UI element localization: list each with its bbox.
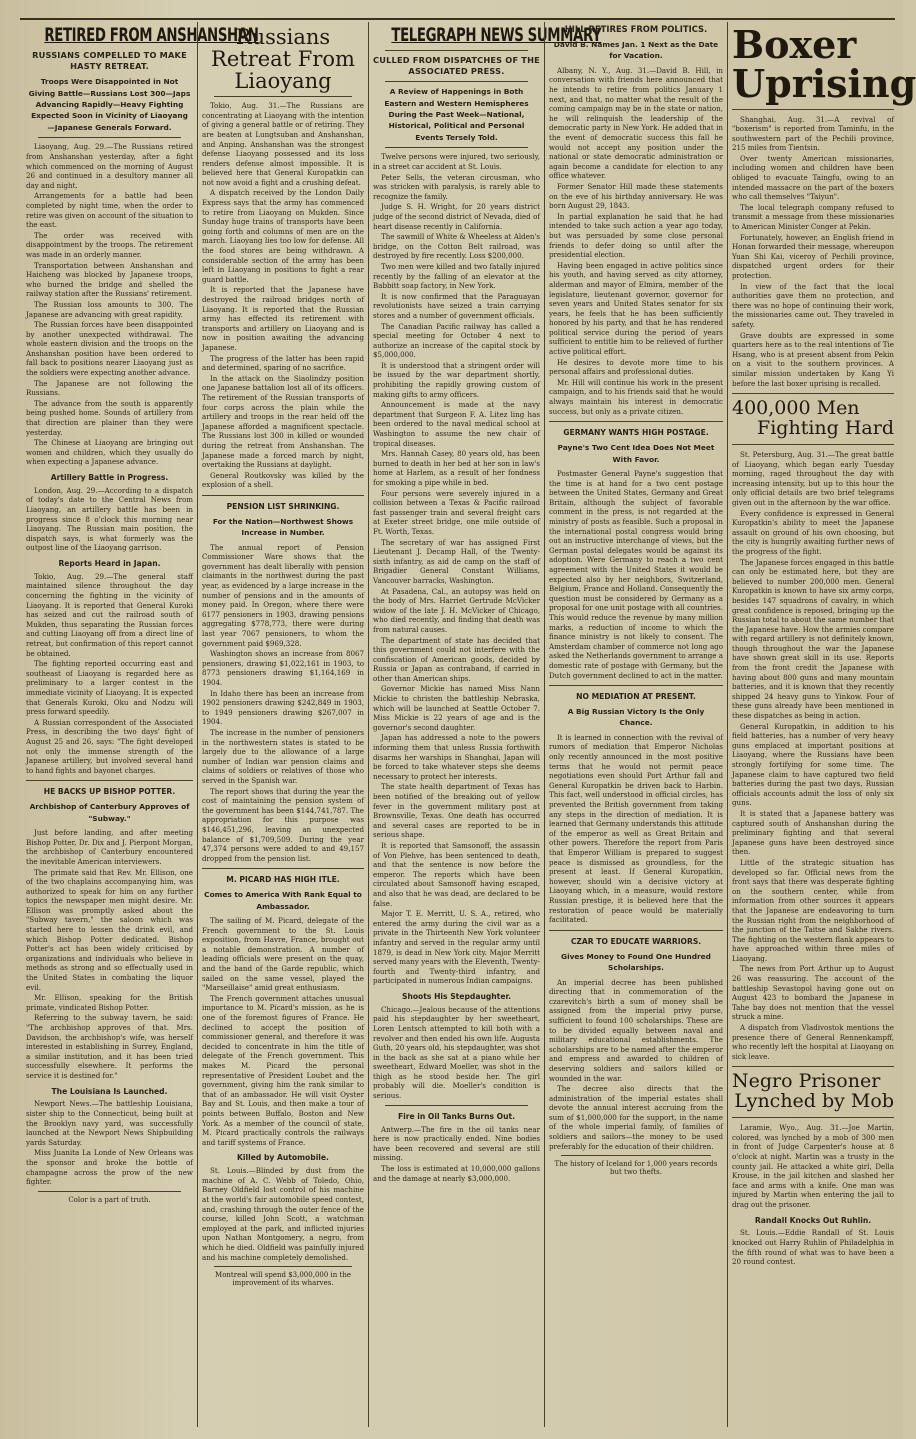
paragraph: Announcement is made at the navy department that Surgeon F. A. Litez ling has been ordered to the naval medical school at Washington to assume the new chair of tropical diseases.: [373, 400, 540, 448]
paragraph: In view of the fact that the local authorities gave them no protection, and there was no hope of continuing their work, the missionaries came out. They traveled in safety.: [732, 281, 894, 329]
headline-line: Uprising: [732, 60, 916, 106]
deck: A Review of Happenings in Both Eastern and Western Hemispheres During the Past Week—National, Historical, Political and Personal Events Tersely Told.: [384, 87, 529, 142]
paragraph: Mrs. Hannah Casey, 80 years old, has been burned to death in her bed at her son in law's home at Harlem, as a result of her fondness for smoking a pipe while in bed.: [373, 449, 540, 487]
paragraph: Liaoyang, Aug. 29.—The Russians retired from Anshanshan yesterday, after a fight which commenced on the morning of August 26 and continued in a desultory manner all day and night.: [26, 142, 193, 190]
paragraph: It is stated that a Japanese battery was captured south of Anshanshan during the preliminary fighting and that several Japanese guns have been destroyed since then.: [732, 808, 894, 857]
paragraph: It is reported that Samsonoff, the assassin of Von Plehve, has been sentenced to death, and that the sentence is now before the emperor. The reports which have been circulated about Samsonoff having escaped, and also that he was dead, are declared to be false.: [373, 840, 540, 908]
paragraph: General Kuropatkin, in addition to his field batteries, has a number of very heavy guns emplaced at important positions at Liaoyang, where the Russians have been strongly fortifying for some time. The Japanese claim to have captured two field batteries during the past two days, Russian officials accounts admit the loss of only six guns.: [732, 721, 894, 808]
column-1: [22, 22, 259, 1427]
paragraph: Governor Mickie has named Miss Nann Mickie to christen the battleship Nebraska, which will be launched at Seattle October 7. Miss Mickie is 22 years of age and is the governor's second daughter.: [373, 684, 540, 732]
paragraph: It is understood that a stringent order will be issued by the war department shortly, prohibiting the rapidly growing custom of making gifts to army officers.: [373, 360, 540, 399]
article-body: [732, 1123, 894, 1209]
subheading: Artillery Battle in Progress.: [50, 473, 169, 482]
subhead: RUSSIANS COMPELLED TO MAKE HASTY RETREAT.: [32, 49, 187, 71]
headline-line: Lynched by Mob: [734, 1090, 894, 1113]
headline-line: Boxer: [732, 22, 857, 67]
paragraph: The report shows that during the year the cost of maintaining the pension system of the government has been $144,741,787. The appropriation for this purpose was $146,451,296, leaving an unexpected balance of $1,709,509. During the year 47,374 persons were added to and 49,157 dropped from the pension list.: [202, 786, 364, 863]
subheading: Killed by Automobile.: [237, 1153, 329, 1163]
paragraph: St. Louis.—Eddie Randall of St. Louis knocked out Harry Ruhlin of Philadelphia in the fifth round of what was to have been a 20 round contest.: [732, 1228, 894, 1267]
paragraph: The Russian forces have been disappointed by another unexpected withdrawal. The whole eastern division and the troops on the Anshanshan position have been ordered to fall back to positions nearer Liaoyang just as the soldiers were expecting another advance.: [26, 320, 193, 378]
paragraph: The local telegraph company refused to transmit a message from these missionaries to American Minister Conger at Pekin.: [732, 202, 894, 232]
headline-backs-up-bishop-potter: HE BACKS UP BISHOP POTTER.: [43, 787, 176, 797]
divider: [385, 1105, 528, 1106]
paragraph: Former Senator Hill made these statements on the eve of his birthday anniversary. He was born August 29, 1843.: [549, 181, 723, 211]
filler-line: Color is a part of truth.: [68, 1195, 151, 1204]
divider: [732, 109, 894, 110]
subheading: Shoots His Stepdaughter.: [401, 991, 512, 1001]
paragraph: Having been engaged in active politics since his youth, and having served as city attorney, alderman and mayor of Elmira, member of the legislature, lieutenant governor, governor for seven years and United States senator for six years, he feels that he has been sufficiently honored by his party, and that he has rendered political service during the period of years sufficient to entitle him to be relieved of further active political effort.: [549, 260, 723, 357]
article-body: [549, 469, 723, 680]
paragraph: Over twenty American missionaries, including women and children have been obliged to evacuate Taingfu, owing to an intended massacre on the part of the boxers who call themselves "Taiyun".: [732, 153, 894, 202]
paragraph: The fighting reported occurring east and southeast of Liaoyang is regarded here as preliminary to a larger contest in the immediate vicinity of Liaoyang. It is expected that Generals Kuroki, Oku and Nodzu will press forward speedily.: [26, 659, 193, 717]
headline-negro-prisoner: [732, 1072, 894, 1112]
paragraph: Grave doubts are expressed in some quarters here as to the real intentions of Tie Hsang, who is at present absent from Pekin on a visit to the southern provinces. A similar mission undertaken by Kang Yi before the last boxer uprising is recalled.: [732, 330, 894, 388]
article-body: [202, 543, 364, 864]
filler-line: Montreal will spend $3,000,000 in the improvement of its wharves.: [215, 1271, 351, 1288]
paragraph: Two men were killed and two fatally injured recently by the falling of an elevator at the Babbitt soap factory, in New York.: [373, 261, 540, 291]
headline-russians-retreat: Russians Retreat From Liaoyang: [211, 25, 355, 94]
deck: David B. Names Jan. 1 Next as the Date for Vacation.: [553, 39, 719, 61]
paragraph: The news from Port Arthur up to August 26 was reassuring. The account of the battleship Sevastopol having gone out on August 423 to bombard the Japanese in Tahe bay does not mention that the vessel struck a mine.: [732, 964, 894, 1022]
article-body: [732, 450, 894, 1061]
article-body: [26, 486, 193, 553]
divider: [202, 868, 364, 869]
headline-czar-warriors: CZAR TO EDUCATE WARRIORS.: [570, 936, 702, 946]
article-body: [373, 1005, 540, 1101]
paragraph: It is learned in connection with the revival of rumors of mediation that Emperor Nicholas only recently announced in the most positive terms that he would not permit peace negotiations even should Port Arthur fall and General Kuropatkin be driven back to Harbin. This fact, well understood in official circles, has prevented the British government from taking any steps in the direction of mediation. It is learned that Germany understands this attitude of the emperor as well as Great Britain and other powers. Therefore the report from Paris that Emperor William is prepared to suggest peace is dismissed as groundless, for the present at least. If General Kuropatkin, however, should win a decisive victory at Liaoyang which, in a measure, would restore Russian prestige, it is believed here that the restoration of peace would be materially facilitated.: [549, 732, 723, 925]
paragraph: The annual report of Pension Commissioner Ware shows that the government has dealt liberally with pension claimants in the northwest during the past year, as evidenced by a large increase in the number of pensions and in the amounts of money paid. In Oregon, where there were 6177 pensioners in 1903, drawing pensions aggregating $778,773, there were during last year 7067 pensioners, to whom the government paid $969,328.: [202, 542, 364, 648]
paragraph: Four persons were severely injured in a collision between a Texas & Pacific railroad fast passenger train and several freight cars at Exeter street bridge, one mile outside of Ft. Worth, Texas.: [373, 488, 540, 536]
deck: Archbishop of Canterbury Approves of "Subway.": [29, 802, 190, 823]
paragraph: Albany, N. Y., Aug. 31.—David B. Hill, in conversation with friends here announced that he intends to retire from politics January 1 next, and that, no matter what the result of the coming campaign may be in the state or nation, he will relinquish the leadership of the democratic party in New York. He added that in the event of democratic success this fall he would not accept any position under the national or state democratic administration or again become a candidate for election to any office whatever.: [549, 65, 723, 181]
paragraph: The progress of the latter has been rapid and determined, sparing of no sacrifice.: [202, 353, 364, 373]
paragraph: The sailing of M. Picard, delegate of the French government to the St. Louis exposition, from Havre, France, brought out a notable demonstration. A number of leading officials were present on the quay, and the band of the Garde republic, which sailed on the same vessel, played the "Marseillaise" amid great enthusiasm.: [202, 916, 364, 993]
paragraph: St. Louis.—Blinded by dust from the machine of A. C. Webb of Toledo, Ohio, Barney Oldfield lost control of his machine at the world's fair automobile speed contest, and, crashing through the outer fence of the course, killed John Scott, a watchman employed at the park, and inflicted injuries upon Nathan Montgomery, a negro, from which he died. Oldfield was painfully injured and his machine completely demolished.: [202, 1166, 364, 1262]
divider: [732, 444, 894, 445]
paragraph: A dispatch received by the London Daily Express says that the army has commenced to retire from Liaoyang on Mukden. Since Sunday huge trains of transports have been going forth and columns of men are on the march. Liaoyang lies too low for defense. All the food stores are being withdrawn. A considerable section of the army has been left in Liaoyang in positions to fight a rear guard battle.: [202, 188, 364, 284]
paragraph: Referring to the subway tavern, he said: "The archbishop approves of that. Mrs. Davidson, the archbishop's wife, was herself interested in establishing in Surrey, England, a similar institution, and it has been tried successfully elsewhere. It performs the service it is destined for.": [26, 1013, 193, 1080]
headline-400000-men: [732, 399, 894, 439]
article-body: [26, 572, 193, 775]
divider: [561, 1155, 711, 1156]
column-3: [369, 22, 602, 1427]
divider: [214, 96, 352, 97]
divider: [38, 1191, 181, 1192]
article-body: [202, 101, 364, 490]
paragraph: The state health department of Texas has been notified of the breaking out of yellow fever in the government military post at Brownsville, Texas. One death has occurred and several cases are reported to be in serious shape.: [373, 782, 540, 840]
paragraph: It is now confirmed that the Paraguayan revolutionists have seized a train carrying stores and a number of government officials.: [373, 291, 540, 320]
subheading: Randall Knocks Out Ruhlin.: [754, 1215, 872, 1225]
paragraph: The Japanese are not following the Russians.: [26, 378, 193, 398]
divider: [385, 50, 528, 51]
paragraph: It is reported that the Japanese have destroyed the railroad bridges north of Liaoyang. It is reported that the Russian army has effected its retirement with transports and artillery on Liaoyang and is now in position awaiting the advancing Japanese.: [202, 285, 364, 352]
article-body: [549, 733, 723, 925]
paragraph: Transportation between Anshanshan and Haicheng was blocked by Japanese troops, who burned the bridge and shelled the railway station after the Russians' retirement.: [26, 260, 193, 299]
subheading: Fire in Oil Tanks Burns Out.: [397, 1111, 516, 1121]
headline-no-mediation: NO MEDIATION AT PRESENT.: [576, 692, 696, 702]
article-body: [732, 1228, 894, 1266]
headline-retired-from-anshanshan: RETIRED FROM ANSHANSHAN: [44, 24, 259, 46]
headline-pension-list: PENSION LIST SHRINKING.: [226, 501, 340, 511]
paragraph: St. Petersburg, Aug. 31.—The great battle of Liaoyang, which began early Tuesday morning, raged throughout the day with increasing intensity, but up to this hour the only official details are two brief telegrams given out in the afternoon by the war office.: [732, 450, 894, 507]
divider: [202, 495, 364, 496]
paragraph: The department of state has decided that this government could not interfere with the confiscation of American goods, decided by Russia or Japan as contraband, if carried in other than American ships.: [373, 635, 540, 683]
paragraph: Miss Juanita La Londe of New Orleans was the sponsor and broke the bottle of champagne across the prow of the new fighter.: [26, 1148, 193, 1187]
column-4: [545, 22, 727, 1427]
paragraph: The primate said that Rev. Mr. Ellison, one of the two chaplains accompanying him, was authorized to speak for him on any further topics the newspaper men might desire. Mr. Ellison was promptly asked about the "Subway tavern," the saloon which was started here to lessen the drink evil, and which Bishop Potter dedicated. Bishop Potter's act has been widely criticised by organizations and individuals who believe in methods as strong and so effectually used in the United States in combating the liquor evil.: [26, 867, 193, 992]
paragraph: Washington shows an increase from 8067 pensioners, drawing $1,022,161 in 1903, to 8773 pensioners drawing $1,164,169 in 1904.: [202, 649, 364, 687]
article-body: [549, 978, 723, 1152]
paragraph: The Russian loss amounts to 300. The Japanese are advancing with great rapidity.: [26, 299, 193, 319]
divider: [38, 137, 181, 138]
divider: [549, 685, 723, 686]
paragraph: Fortunately, however, an English friend in Honan forwarded their message, whereupon Yuan Shi Kai, viceroy of Pechili province, dispatched urgent orders for their protection.: [732, 232, 894, 280]
divider: [732, 1066, 894, 1067]
paragraph: An imperial decree has been published directing that in commemoration of the czarevitch's birth a sum of money shall be assigned from the imperial privy purse, sufficient to found 100 scholarships. These are to be divided equally between naval and military educational establishments. The scholarships are to be named after the emperor and empress and awarded to children of deserving soldiers and sailors killed or wounded in the war.: [549, 977, 723, 1083]
headline-line: 400,000 Men: [732, 397, 860, 420]
headline-hill-retires: HILL RETIRES FROM POLITICS.: [564, 24, 708, 34]
column-2: [198, 22, 368, 1427]
top-rule: [20, 18, 895, 20]
deck: Gives Money to Found One Hundred Scholarships.: [561, 951, 711, 973]
paragraph: Arrangements for a battle had been completed by night time, when the order to retire was given on account of the situation to the east.: [26, 191, 193, 230]
paragraph: Newport News.—The battleship Louisiana, sister ship to the Connecticut, being built at the Brooklyn navy yard, was successfully launched at the Newport News Shipbuilding yards Saturday.: [26, 1099, 193, 1147]
paragraph: Judge S. H. Wright, for 20 years district judge of the second district of Nevada, died of heart disease recently in California.: [373, 202, 540, 231]
paragraph: The loss is estimated at 10,000,000 gallons and the damage at nearly $3,000,000.: [373, 1163, 540, 1183]
divider: [385, 81, 528, 82]
article-body: [26, 1099, 193, 1186]
headline-line: Negro Prisoner: [732, 1070, 881, 1093]
article-body: [732, 115, 894, 389]
paragraph: Laramie, Wyo., Aug. 31.—Joe Martin, colored, was lynched by a mob of 300 men in front of Judge Carpenter's house at 8 o'clock at night. Martin was a trusty in the county jail. He attacked a white girl, Della Krouse, in the jail kitchen and slashed her face and arms with a knife. One man was injured by Martin when entering the jail to drag out the prisoner.: [732, 1123, 894, 1210]
divider: [549, 930, 723, 931]
paragraph: The increase in the number of pensioners in the northwestern states is stated to be largely due to the allowance of a large number of Indian war pension claims and claims of soldiers or relatives of those who served in the Spanish war.: [202, 727, 364, 785]
divider: [385, 147, 528, 148]
deck: A Big Russian Victory Is the Only Chance.: [567, 706, 705, 728]
paragraph: The advance from the south is apparently being pushed home. Sounds of artillery from that direction are plainer than they were yesterday.: [26, 398, 193, 437]
paragraph: The Japanese forces engaged in this battle can only be estimated here, but they are believed to number 200,000 men. General Kuropatkin is known to have six army corps, besides 147 squadrons of cavalry, in which great confidence is reposed, bringing up the Russian total to about the same number that the Japanese have. How the armies compare with regard artillery is not definitely known, though throughout the war the Japanese have shown great skill in its use. Reports from the front credit the Japanese with having about 800 guns and many mountain batteries, and it is known that they recently shipped 24 heavy guns to Yinkow. Four of these guns already have been mentioned in these dispatches as being in action.: [732, 557, 894, 721]
headline-line: Fighting Hard: [757, 417, 894, 440]
column-5: [728, 22, 916, 1427]
paragraph: The French government attaches unusual importance to M. Picard's mission, as he is one of the foremost figures of France. He declined to accept the position of commissioner general, and therefore it was decided to concentrate in him the title of delegate of the French government. This makes M. Picard the personal representative of President Loubet and the government, giving him the rank similar to that of an ambassador. He will visit Oyster Bay and St. Louis, and then make a tour of points between Buffalo, Boston and New York. As a member of the council of state, M. Picard practically controls the railways and tariff systems of France.: [202, 993, 364, 1147]
paragraph: General Routkovsky was killed by the explosion of a shell.: [202, 470, 364, 490]
divider: [732, 393, 894, 394]
subheading: Reports Heard in Japan.: [58, 559, 161, 569]
paragraph: Postmaster General Payne's suggestion that the time is at hand for a two cent postage between the United States, Germany and Great Britain, although the subject of favorable comment in the press, is not regarded at the ministry of posts as feasible. Such a proposal in the international postal congress would bring out an instructive interchange of views, but the German postal delegates would be against its adoption. Were Germany to reach a two cent agreement with the United States it would be expected also by her neighbors, Switzerland, Belgium, France and Holland. Consequently the question must be considered by Germany as a proposal for one unit postage with all countries. This would reduce the revenue by many million marks, a reduction of income to which the finance ministry is not likely to consent. The Amsterdam chamber of commerce not long ago asked the Netherlands government to arrange a domestic rate of postage with Germany, but the Dutch government declined to act in the matter.: [549, 469, 723, 680]
paragraph: Chicago.—Jealous because of the attentions paid his stepdaughter by her sweetheart, Loren Lentsch attempted to kill both with a revolver and then ended his own life. Augusta Guth, 20 years old, his stepdaughter, was shot in the back as she sat at a piano while her sweetheart, Edward Moeller, was shot in the thigh as he stood beside her. The girl probably will die. Moeller's condition is serious.: [373, 1004, 540, 1101]
paragraph: He desires to devote more time to his personal affairs and professional duties.: [549, 357, 723, 377]
paragraph: The order was received with disappointment by the troops. The retirement was made in an orderly manner.: [26, 230, 193, 259]
paragraph: The secretary of war has assigned First Lieutenant J. Decamp Hall, of the Twenty-sixth infantry, as aid de camp on the staff of Brigadier General Constant Williams, Vancouver barracks, Washington.: [373, 537, 540, 585]
article-body: [549, 66, 723, 416]
paragraph: Antwerp.—The fire in the oil tanks near here is now practically ended. Nine bodies have been recovered and several are still missing.: [373, 1124, 540, 1163]
paragraph: The sawmill of White & Wheeless at Alden's bridge, on the Cotton Belt railroad, was destroyed by fire recently. Loss $200,000.: [373, 232, 540, 261]
paragraph: London, Aug. 29.—According to a dispatch of today's date to the Central News from Liaoyang, an artillery battle has been in progress since 8 o'clock this morning near Liaoyang. The Russian main position, the dispatch says, is what formerly was the outpost line of the Liaoyang garrison.: [26, 485, 193, 553]
deck: Troops Were Disappointed in Not Giving Battle—Russians Lost 300—Japs Advancing Rapidly—Heavy Fighting Expected Soon in Vicinity of Liaoyang—Japanese Generals Forward.: [28, 77, 191, 132]
headline-m-picard: M. PICARD HAS HIGH ITLE.: [226, 875, 340, 885]
deck: Comes to America With Rank Equal to Ambassador.: [204, 890, 362, 911]
paragraph: Tokio, Aug. 29.—The general staff maintained silence throughout the day concerning the fighting in the vicinity of Liaoyang. It is reported that General Kuroki has seized and cut the railroad south of Mukden, thus separating the Russian forces and cutting Liaoyang off from a direct line of retreat, but confirmation of this report cannot be obtained.: [26, 571, 193, 658]
headline-boxer-uprising: [732, 22, 916, 106]
article-body: [202, 916, 364, 1147]
paragraph: Shanghai, Aug. 31.—A revival of "boxerism" is reported from Taminfu, in the southwestern part of the Pechili province, 215 miles from Tientsin.: [732, 114, 894, 153]
article-body: [373, 152, 540, 985]
paragraph: Little of the strategic situation has developed so far. Official news from the front says that there was desperate fighting on the southern center, while from information from other sources it appears that the Japanese are endeavoring to turn the Russian right from the neighborhood of the junction of the Taitse and Sakhe rivers. The fighting on the western flank appears to have approached within three miles of Liaoyang.: [732, 857, 894, 963]
divider: [26, 780, 193, 781]
paragraph: Japan has addressed a note to the powers informing them that unless Russia forthwith disarms her warships in Shanghai, Japan will be forced to take whatever steps she deems necessary to protect her interests.: [373, 733, 540, 781]
deck: For the Nation—Northwest Shows Increase in Number.: [212, 516, 354, 538]
paragraph: Every confidence is expressed in General Kuropatkin's ability to meet the Japanese assault on ground of his own choosing, but the city is hungrily awaiting further news of the progress of the fight.: [732, 508, 894, 556]
headline-germany-postage: GERMANY WANTS HIGH POSTAGE.: [563, 428, 709, 438]
paragraph: Twelve persons were injured, two seriously, in a street car accident at St. Louis.: [373, 152, 540, 171]
article-body: [373, 1125, 540, 1184]
divider: [214, 1266, 352, 1267]
paragraph: In partial explanation he said that he had intended to take such action a year ago today, but was persuaded by some close personal friends to defer doing so until after the presidential election.: [549, 211, 723, 260]
headline-telegraph-news-summary: TELEGRAPH NEWS SUMMARY: [391, 24, 602, 46]
article-body: [202, 1166, 364, 1262]
filler-line: The history of Iceland for 1,000 years records but two thefts.: [554, 1160, 718, 1177]
paragraph: In Idaho there has been an increase from 1902 pensioners drawing $242,849 in 1903, to 1949 pensioners drawing $267,007 in 1904.: [202, 688, 364, 727]
paragraph: Tokio, Aug. 31.—The Russians are concentrating at Liaoyang with the intention of giving a general battle or of retiring. They are beaten at Lungtsuban and Anshanshan, and Anping. Anshanshan was the strongest defense Liaoyang possessed and its loss renders defense almost impossible. It is believed here that General Kuropatkin can not now avoid a fight and a crushing defeat.: [202, 101, 364, 187]
paragraph: Peter Sells, the veteran circusman, who was stricken with paralysis, is rarely able to recognize the family.: [373, 172, 540, 201]
subhead: CULLED FROM DISPATCHES OF THE ASSOCIATED PRESS.: [373, 54, 540, 76]
deck: Payne's Two Cent Idea Does Not Meet With Favor.: [557, 443, 715, 464]
paragraph: Mr. Hill will continue his work in the present campaign, and to his friends said that he would always maintain his interest in democratic success, but only as a private citizen.: [549, 377, 723, 416]
article-body: [26, 828, 193, 1080]
paragraph: The Canadian Pacific railway has called a special meeting for October 4 next to authorize an increase of the capital stock by $5,000,000.: [373, 321, 540, 360]
paragraph: The decree also directs that the administration of the imperial estates shall devote the annual interest accruing from the sum of $1,000,000 for the support, in the name of the whole imperial family, of families of soldiers and sailors—the money to be used preferably for the education of their children.: [549, 1084, 723, 1151]
paragraph: A Russian correspondent of the Associated Press, in describing the two days' fight of August 25 and 26, says: "The fight developed not only the immense strength of the Japanese artillery, but involved several hand to hand fights and bayonet charges.: [26, 717, 193, 775]
paragraph: A dispatch from Vladivostok mentions the presence there of General Rennenkampff, who recently left the hospital at Liaoyang on sick leave.: [732, 1023, 894, 1061]
paragraph: The Chinese at Liaoyang are bringing out women and children, which they usually do when expecting a Japanese advance.: [26, 438, 193, 467]
subheading: The Louisiana Is Launched.: [51, 1086, 168, 1096]
article-body: [26, 142, 193, 467]
paragraph: Just before landing, and after meeting Bishop Potter, Dr. Dix and J. Pierpont Morgan, the archbishop of Canterbury encountered the inevitable American interviewers.: [26, 828, 193, 866]
paragraph: Mr. Ellison, speaking for the British primate, vindicated Bishop Potter.: [26, 993, 193, 1012]
paragraph: In the attack on the Siaolindzy position one Japanese battalion lost all of its officers. The retirement of the Russian transports of four corps across the plain while the artillery and troops in the rear held off the Japanese afforded a magnificent spectacle. The Russians lost 300 in killed or wounded during the retreat from Anshanshan. The Japanese made a forced march by night, overtaking the Russians at daylight.: [202, 373, 364, 470]
paragraph: Major T. E. Merritt, U. S. A., retired, who entered the army during the civil war as a private in the Thirteenth New York volunteer infantry and served in the regular army until 1879, is dead in New York city. Major Merritt served many years with the Eleventh, Twenty-fourth and Twenty-third infantry, and participated in numerous Indian campaigns.: [373, 909, 540, 986]
divider: [549, 421, 723, 422]
divider: [732, 1117, 894, 1118]
paragraph: At Pasadena, Cal., an autopsy was held on the body of Mrs. Harriet Gertrude McVicker widow of the late J. H. McVicker of Chicago, who died recently, and finding that death was from natural causes.: [373, 586, 540, 634]
